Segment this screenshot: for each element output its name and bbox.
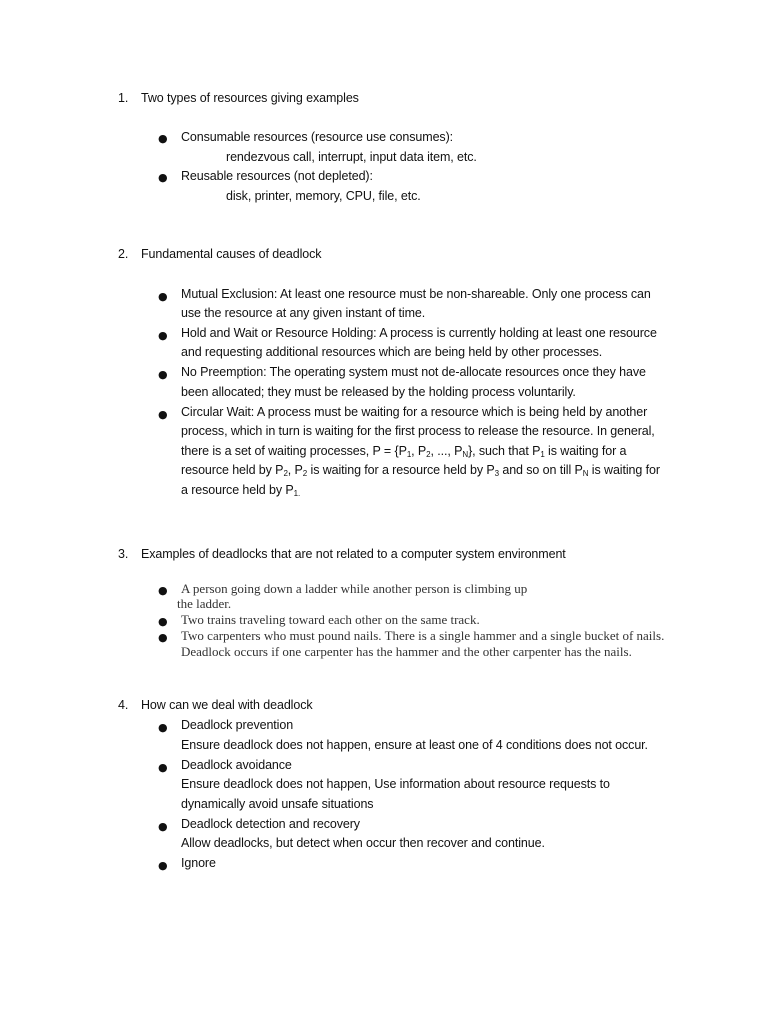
bullet-icon: ● xyxy=(158,859,168,872)
list-item-line: the ladder. xyxy=(177,596,232,611)
list-item-label: Deadlock detection and recovery xyxy=(181,817,360,831)
bullet-icon: ● xyxy=(158,368,168,381)
list-item-line: dynamically avoid unsafe situations xyxy=(181,797,374,811)
bullet-icon: ● xyxy=(158,761,168,774)
list-item-line: process, which in turn is waiting for the first process to release the resource. In general, xyxy=(181,424,655,438)
bullet-icon: ● xyxy=(158,631,168,644)
list-item-label: Ignore xyxy=(181,856,216,870)
list-item-line: use the resource at any given instant of time. xyxy=(181,306,426,320)
list-item-line: been allocated; they must be released by the holding process voluntarily. xyxy=(181,385,576,399)
bullet-icon: ● xyxy=(158,329,168,342)
bullet-icon: ● xyxy=(158,132,168,145)
section-number: 2. xyxy=(118,247,129,261)
bullet-icon: ● xyxy=(158,290,168,303)
list-item-label: Consumable resources (resource use consumes): xyxy=(181,130,454,144)
section-heading: Two types of resources giving examples xyxy=(141,91,359,105)
list-item-line: a resource held by $P_{1.}$ xyxy=(181,483,301,498)
bullet-icon: ● xyxy=(158,820,168,833)
list-item-line: Two carpenters who must pound nails. There is a single hammer and a single bucket of nails. xyxy=(181,628,665,643)
list-item-line: Deadlock occurs if one carpenter has the hammer and the other carpenter has the nails. xyxy=(181,644,632,659)
bullet-icon: ● xyxy=(158,171,168,184)
list-item-line: Circular Wait: A process must be waiting for a resource which is being held by another xyxy=(181,405,648,419)
list-item-line: A person going down a ladder while another person is climbing up xyxy=(181,581,528,596)
list-item-line: and requesting additional resources which are being held by other processes. xyxy=(181,345,603,359)
list-item-label: Deadlock prevention xyxy=(181,718,294,732)
bullet-icon: ● xyxy=(158,584,168,597)
list-item-label: Deadlock avoidance xyxy=(181,758,292,772)
section-heading: How can we deal with deadlock xyxy=(141,698,313,712)
bullet-icon: ● xyxy=(158,721,168,734)
bullet-icon: ● xyxy=(158,408,168,421)
list-item-label: Reusable resources (not depleted): xyxy=(181,169,373,183)
section-number: 1. xyxy=(118,91,129,105)
list-item-detail: rendezvous call, interrupt, input data item, etc. xyxy=(226,150,477,164)
list-item-line: Mutual Exclusion: At least one resource must be non-shareable. Only one process can xyxy=(181,287,651,301)
list-item-detail: disk, printer, memory, CPU, file, etc. xyxy=(226,189,421,203)
list-item-line: Hold and Wait or Resource Holding: A process is currently holding at least one resource xyxy=(181,326,657,340)
list-item-line: Two trains traveling toward each other on the same track. xyxy=(181,612,480,627)
list-item-line: Ensure deadlock does not happen, ensure at least one of 4 conditions does not occur. xyxy=(181,738,648,752)
section-heading: Fundamental causes of deadlock xyxy=(141,247,322,261)
section-number: 3. xyxy=(118,547,129,561)
list-item-line: Ensure deadlock does not happen, Use information about resource requests to xyxy=(181,777,610,791)
list-item-line: No Preemption: The operating system must not de-allocate resources once they have xyxy=(181,365,646,379)
bullet-icon: ● xyxy=(158,615,168,628)
list-item-line: there is a set of waiting processes, $P = \{P_1$, $P_2$, ..., $P_N$}, such that $P_1$ is waiting for a xyxy=(181,444,627,459)
list-item-line: resource held by $P_2$, $P_2$ is waiting for a resource held by $P_3$ and so on till $P_N$ is waiting for xyxy=(181,463,660,478)
section-heading: Examples of deadlocks that are not related to a computer system environment xyxy=(141,547,566,561)
section-number: 4. xyxy=(118,698,129,712)
list-item-line: Allow deadlocks, but detect when occur then recover and continue. xyxy=(181,836,545,850)
